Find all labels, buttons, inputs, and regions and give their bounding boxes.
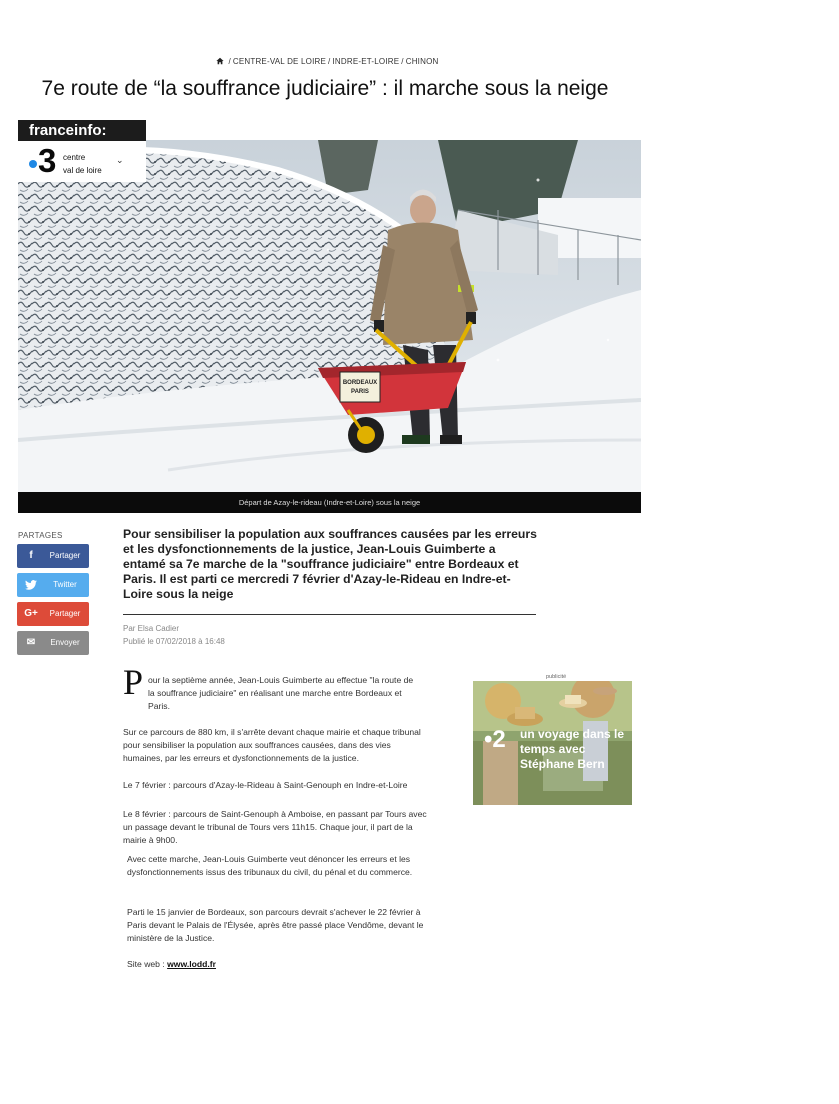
byline [123,622,225,648]
region-name: centre val de loire [63,153,102,175]
drop-cap: P [123,662,144,702]
sign-line2: PARIS [351,389,369,395]
image-caption: Départ de Azay-le-rideau (Indre-et-Loire) sous la neige [18,492,641,513]
paragraph: Avec cette marche, Jean-Louis Guimberte veut dénoncer les erreurs et les dysfonctionnements issus des tribunaux du civil, du pénal et du commerce. [127,854,413,877]
ad-label: publicité [546,674,567,680]
publish-date: Publié le 07/02/2018 à 16:48 [123,637,225,646]
google-plus-icon: G+ [24,608,38,619]
facebook-icon: f [29,550,33,561]
paragraph: Parti le 15 janvier de Bordeaux, son parcours devrait s'achever le 22 février à Paris devant le Palais de l'Élysée, après être passé place Vendôme, devant le ministère de la Justice. [127,907,424,943]
site-link[interactable]: www.lodd.fr [167,959,216,969]
breadcrumb-item-town[interactable]: CHINON [405,57,439,66]
france3-region-selector[interactable] [18,141,146,182]
author: Par Elsa Cadier [123,624,180,633]
hero-image [18,140,641,492]
page-title: 7e route de “la souffrance judiciaire” : il marche sous la neige [41,77,609,100]
home-icon[interactable] [216,57,224,65]
envelope-icon: ✉ [26,637,36,648]
paragraph: Sur ce parcours de 880 km, il s'arrête devant chaque mairie et chaque tribunal pour sensibiliser la population aux souffrances causées, dans des vies humaines, par les erreurs et dysfonctionnements de la justice. [123,727,421,763]
divider [123,614,536,615]
sign-line1: BORDEAUX [342,380,378,386]
franceinfo-logo[interactable]: franceinfo: [18,120,146,141]
share-email-button[interactable]: ✉ Envoyer [17,631,89,655]
paragraph: our la septième année, Jean-Louis Guimberte au effectue "la route de la souffrance judiciaire" en réalisant une marche entre Bordeaux et Paris. [148,675,414,711]
paragraph: Le 7 février : parcours d'Azay-le-Rideau à Saint-Genouph en Indre-et-Loire [123,780,408,790]
ad-text: un voyage dans le temps avec Stéphane Bern [520,727,625,771]
france3-dot-icon [29,160,37,168]
ad-channel-logo: •2 [484,726,506,753]
paragraph: Le 8 février : parcours de Saint-Genouph à Amboise, en passant par Tours avec un passage devant le tribunal de Tours vers 11h15. Chaque jour, il part de la mairie à 9h00. [123,809,427,845]
share-label: PARTAGES [18,531,63,540]
site-line: Site web : www.lodd.fr [127,959,216,969]
breadcrumb-item-department[interactable]: INDRE-ET-LOIRE [332,57,400,66]
article-lead: Pour sensibiliser la population aux souffrances causées par les erreurs et les dysfonctionnements de la justice, Jean-Louis Guimberte a entamé sa 7e marche de la "souffrance judiciaire" entre Bordeaux et Paris. Il est parti ce mercredi 7 février d'Azay-le-Rideau en Indre-et-Loire sous la neige [123,527,537,601]
share-twitter-button[interactable]: Twitter [17,573,89,597]
share-googleplus-button[interactable]: G+ Partager [17,602,89,626]
channel-number: 3 [38,142,57,179]
chevron-down-icon[interactable]: ⌄ [116,155,124,165]
twitter-icon [24,573,38,600]
breadcrumb-item-region[interactable]: CENTRE-VAL DE LOIRE [232,57,327,66]
breadcrumb: / CENTRE-VAL DE LOIRE / INDRE-ET-LOIRE / CHINON [216,57,438,66]
share-facebook-button[interactable]: f Partager [17,544,89,568]
